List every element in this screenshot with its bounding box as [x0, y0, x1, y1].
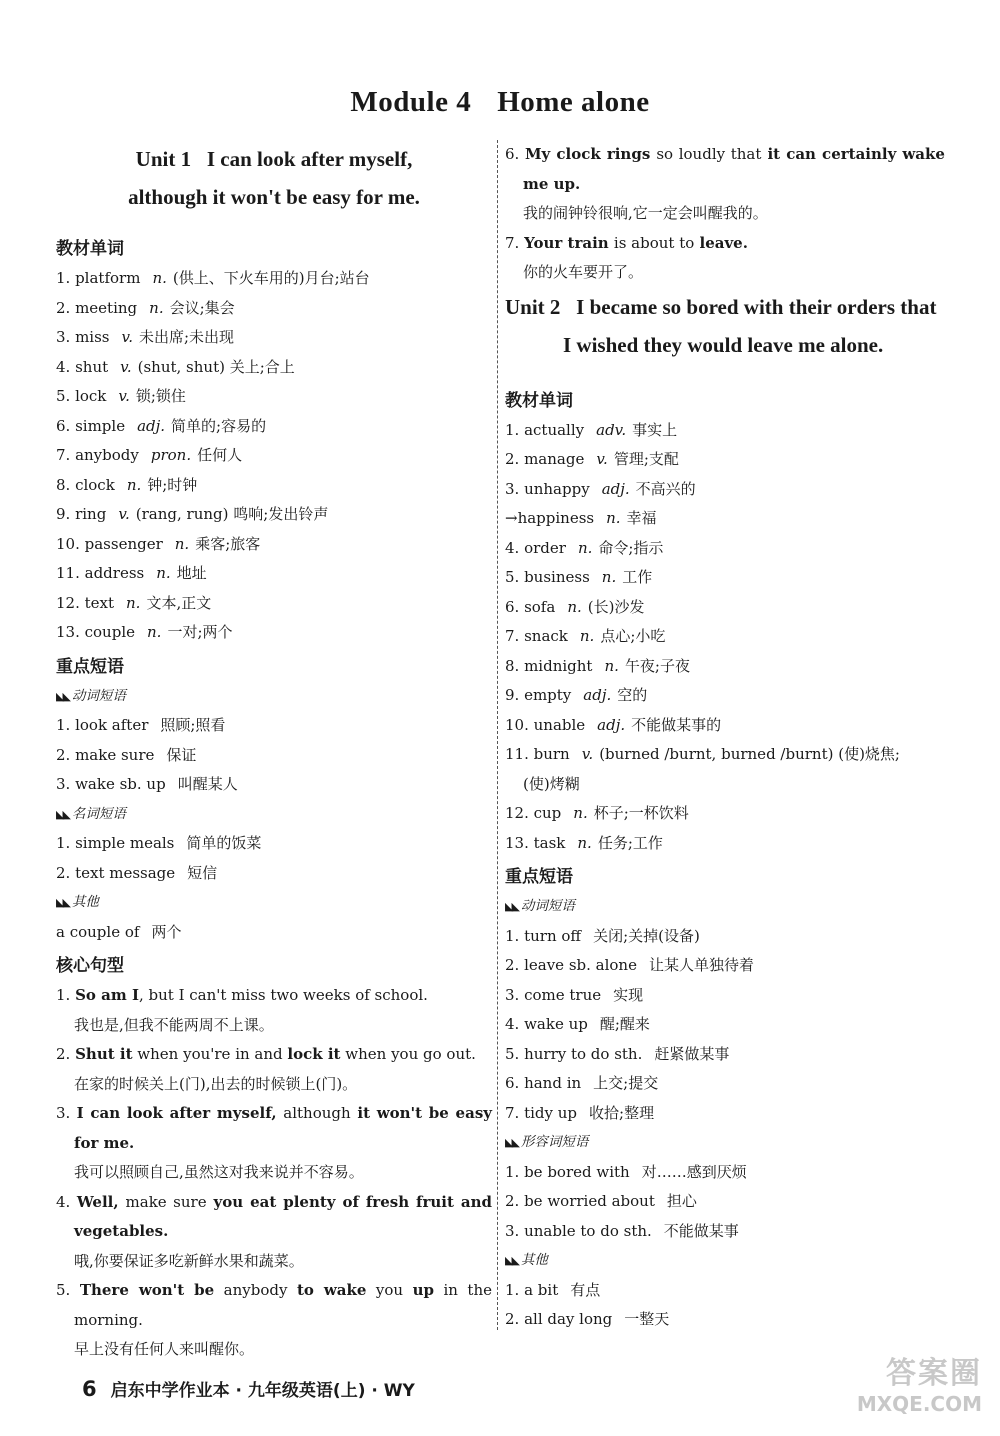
- vocab-meaning: (供上、下火车用的)月台;站台: [172, 269, 370, 287]
- phrase-cn: 一整天: [624, 1310, 670, 1328]
- phrase-cn: 醒;醒来: [599, 1015, 650, 1033]
- vocab-word: 3. unhappy: [505, 479, 590, 498]
- unit1-vocab-list: [56, 264, 492, 648]
- module-name: Home alone: [497, 86, 650, 118]
- vocab-pos: n.: [149, 298, 164, 317]
- vocab-item: [505, 652, 945, 682]
- vocab-pos: n.: [573, 804, 588, 822]
- unit2-adj-phrase-list: [505, 1158, 945, 1247]
- unit1-other-phrase-list: [56, 918, 492, 948]
- vocab-item: [505, 681, 945, 711]
- phrase-en: 1. simple meals: [56, 834, 175, 852]
- vocab-meaning: 命令;指示: [598, 538, 664, 557]
- vocab-word: 7. snack: [505, 627, 568, 645]
- phrase-item: [56, 741, 492, 771]
- vocab-meaning: 任何人: [197, 446, 243, 464]
- sentence-key: There won't be: [79, 1281, 215, 1299]
- sentence-text: make sure: [125, 1192, 207, 1211]
- vocab-item: [56, 471, 492, 501]
- sentence-en: [56, 1040, 492, 1070]
- vocab-item: [56, 441, 492, 471]
- unit2-phrases-title: 重点短语: [505, 867, 573, 887]
- phrase-en: 2. leave sb. alone: [505, 956, 637, 974]
- phrase-en: 2. make sure: [56, 745, 155, 764]
- vocab-word: 6. sofa: [505, 597, 556, 616]
- sentence-number: 5.: [56, 1281, 80, 1299]
- vocab-item: [505, 475, 945, 505]
- vocab-pos: n.: [126, 593, 141, 612]
- vocab-meaning: 午夜;子夜: [624, 656, 690, 675]
- vocab-meaning: 事实上: [632, 420, 678, 439]
- page-title: [0, 86, 1000, 119]
- vocab-pos: adv.: [596, 420, 627, 439]
- phrase-cn: 收拾;整理: [589, 1103, 655, 1122]
- sentence-key: leave.: [694, 233, 748, 252]
- vocab-pos: v.: [118, 505, 130, 523]
- vocab-meaning: 钟;时钟: [147, 475, 198, 494]
- book-title: 启东中学作业本 · 九年级英语(上) · WY: [110, 1381, 415, 1401]
- sentence-item: [505, 140, 945, 229]
- vocab-item: [505, 416, 945, 446]
- phrase-en: a couple of: [56, 922, 140, 941]
- sentence-key: Well,: [76, 1192, 126, 1211]
- phrase-cn: 上交;提交: [593, 1074, 659, 1092]
- unit2-heading-line1: Unit 2 I became so bored with their orders that: [505, 294, 937, 319]
- phrase-cn: 不能做某事: [663, 1221, 739, 1240]
- vocab-meaning: 乘客;旅客: [195, 534, 261, 553]
- vocab-item: [56, 323, 492, 353]
- vocab-item: [505, 829, 945, 859]
- phrase-en: 1. look after: [56, 716, 149, 734]
- phrase-en: 3. wake sb. up: [56, 775, 166, 793]
- phrase-cn: 有点: [570, 1280, 601, 1299]
- sentence-item: [56, 1099, 492, 1188]
- unit1-other-title: ◣◣ 其他: [56, 894, 99, 910]
- phrase-item: [56, 770, 492, 800]
- sentence-key: Shut it: [75, 1045, 133, 1063]
- sentence-cn: 我也是,但我不能两周不上课。: [74, 1015, 274, 1034]
- phrase-en: 2. text message: [56, 863, 176, 882]
- vocab-item: [505, 711, 945, 741]
- vocab-pos: v.: [596, 450, 608, 468]
- unit2-verb-phrases-title: ◣◣ 动词短语: [505, 898, 575, 914]
- sentence-en: [505, 140, 945, 199]
- vocab-pos: adj.: [597, 715, 626, 734]
- vocab-item-continued: [505, 770, 945, 800]
- phrase-cn: 让某人单独待着: [648, 956, 754, 974]
- vocab-meaning: 文本,正文: [146, 593, 212, 612]
- vocab-word: →happiness: [505, 509, 595, 527]
- vocab-pos: n.: [174, 534, 190, 553]
- unit1-noun-phrases-title: ◣◣ 名词短语: [56, 805, 126, 822]
- vocab-word: 8. midnight: [505, 656, 593, 675]
- sentence-key: it won't be easy for me.: [74, 1104, 492, 1152]
- vocab-word: 9. empty: [505, 686, 572, 704]
- unit1-verb-phrases-title: ◣◣ 动词短语: [56, 687, 126, 704]
- vocab-meaning: 不能做某事的: [631, 715, 722, 734]
- vocab-item: [505, 740, 945, 770]
- unit1-sentence-list: [56, 981, 492, 1365]
- sentence-key: lock it: [287, 1045, 341, 1063]
- vocab-word: 3. miss: [56, 328, 110, 346]
- page-footer: [82, 1376, 415, 1401]
- sentence-cn: 我可以照顾自己,虽然这对我来说并不容易。: [74, 1163, 364, 1181]
- sentence-key: My clock rings: [524, 145, 657, 163]
- sentence-en: [56, 1276, 492, 1335]
- vocab-item: [56, 294, 492, 324]
- sentence-item: [56, 1040, 492, 1099]
- sentence-text: is about to: [613, 233, 695, 252]
- phrase-cn: 关闭;关掉(设备): [593, 926, 700, 945]
- unit1-sentence-list-continued: [505, 140, 945, 288]
- phrase-item: [505, 922, 945, 952]
- unit2-vocab-list: [505, 416, 945, 859]
- phrase-item: [56, 711, 492, 741]
- phrase-cn: 两个: [151, 922, 182, 941]
- unit2-heading: [505, 288, 945, 364]
- phrase-en: 1. turn off: [505, 926, 582, 945]
- vocab-word: 13. couple: [56, 623, 135, 641]
- vocab-pos: v.: [581, 745, 594, 763]
- vocab-pos: adj.: [137, 416, 166, 435]
- watermark-cn: 答案圈: [886, 1356, 982, 1391]
- vocab-word: 9. ring: [56, 505, 107, 523]
- vocab-meaning: (使)烤糊: [523, 774, 580, 793]
- sentence-cn: 在家的时候关上(门),出去的时候锁上(门)。: [74, 1074, 358, 1093]
- vocab-pos: n.: [577, 538, 593, 557]
- vocab-word: 2. meeting: [56, 298, 138, 317]
- unit1-verb-phrase-list: [56, 711, 492, 800]
- phrase-item: [505, 1305, 945, 1335]
- vocab-pos: v.: [121, 328, 133, 346]
- sentence-key: to wake: [296, 1281, 367, 1299]
- unit2-verb-phrase-list: [505, 922, 945, 1129]
- sentence-number: 2.: [56, 1045, 76, 1063]
- vocab-word: 12. cup: [505, 804, 562, 822]
- unit1-heading-line2: although it won't be easy for me.: [128, 185, 420, 209]
- vocab-item: [505, 593, 945, 623]
- vocab-item: [505, 799, 945, 829]
- sentence-text: anybody: [214, 1281, 297, 1299]
- unit1-sentences-title: 核心句型: [56, 956, 124, 976]
- vocab-item: [505, 534, 945, 564]
- unit1-heading: [56, 140, 492, 216]
- sentence-item: [505, 229, 945, 288]
- sentence-text: , but I can't miss two weeks of school.: [138, 986, 428, 1004]
- vocab-meaning: 管理;支配: [613, 450, 679, 468]
- vocab-meaning: 简单的;容易的: [171, 416, 267, 435]
- sentence-cn: 你的火车要开了。: [523, 263, 644, 281]
- phrase-en: 7. tidy up: [505, 1103, 578, 1122]
- unit2-adj-phrases-title: ◣◣ 形容词短语: [505, 1134, 589, 1150]
- sentence-key: it can certainly wake me up.: [523, 145, 945, 193]
- phrase-en: 3. come true: [505, 985, 602, 1004]
- vocab-pos: n.: [156, 564, 171, 582]
- vocab-item: [56, 589, 492, 619]
- unit2-other-phrase-list: [505, 1276, 945, 1335]
- vocab-word: 12. text: [56, 593, 115, 612]
- sentence-en: [56, 1188, 492, 1247]
- vocab-item: [56, 618, 492, 648]
- vocab-item: [56, 530, 492, 560]
- sentence-en: [56, 1099, 492, 1158]
- sentence-number: 4.: [56, 1192, 77, 1211]
- vocab-pos: v.: [120, 357, 132, 376]
- phrase-en: 1. a bit: [505, 1280, 559, 1299]
- phrase-item: [56, 918, 492, 948]
- vocab-meaning: 锁;锁住: [135, 387, 186, 405]
- phrase-item: [505, 951, 945, 981]
- phrase-en: 2. all day long: [505, 1310, 613, 1328]
- phrase-cn: 简单的饭菜: [186, 834, 262, 852]
- phrase-cn: 对……感到厌烦: [641, 1162, 747, 1181]
- sentence-text: you: [366, 1281, 413, 1299]
- phrase-item: [505, 1158, 945, 1188]
- sentence-cn: 早上没有任何人来叫醒你。: [74, 1340, 255, 1358]
- vocab-word: 4. shut: [56, 357, 109, 376]
- phrase-en: 6. hand in: [505, 1074, 582, 1092]
- vocab-meaning: 点心;小吃: [600, 627, 666, 645]
- vocab-meaning: 地址: [176, 564, 207, 582]
- vocab-item: [505, 445, 945, 475]
- sentence-en: [505, 229, 945, 259]
- vocab-pos: v.: [118, 387, 130, 405]
- vocab-word: 4. order: [505, 538, 566, 557]
- unit1-noun-phrase-list: [56, 829, 492, 888]
- vocab-word: 2. manage: [505, 450, 585, 468]
- sentence-key: up: [412, 1281, 434, 1299]
- phrase-en: 3. unable to do sth.: [505, 1221, 652, 1240]
- unit2-vocab-title: 教材单词: [505, 390, 573, 411]
- sentence-number: 6.: [505, 145, 525, 163]
- phrase-cn: 赶紧做某事: [654, 1044, 730, 1063]
- vocab-meaning: 会议;集会: [169, 298, 235, 317]
- vocab-item: [56, 382, 492, 412]
- vocab-pos: n.: [604, 656, 619, 675]
- module-number: Module 4: [350, 86, 472, 118]
- phrase-item: [505, 1276, 945, 1306]
- vocab-meaning: 任务;工作: [597, 833, 663, 852]
- vocab-meaning: 杯子;一杯饮料: [593, 804, 689, 822]
- sentence-key: I can look after myself,: [76, 1104, 284, 1122]
- vocab-word: 1. platform: [56, 269, 141, 287]
- sentence-key: So am I: [75, 986, 139, 1004]
- watermark-logo: [792, 1348, 982, 1418]
- phrase-cn: 照顾;照看: [160, 716, 226, 734]
- phrase-en: 2. be worried about: [505, 1192, 655, 1210]
- sentence-cn: 我的闹钟铃很响,它一定会叫醒我的。: [523, 204, 768, 222]
- phrase-cn: 担心: [666, 1192, 697, 1210]
- vocab-meaning: 未出席;未出现: [138, 328, 235, 346]
- sentence-cn: 哦,你要保证多吃新鲜水果和蔬菜。: [74, 1251, 304, 1270]
- vocab-meaning: 幸福: [626, 509, 657, 527]
- sentence-item: [56, 981, 492, 1040]
- phrase-item: [505, 981, 945, 1011]
- vocab-pos: n.: [606, 509, 621, 527]
- vocab-word: 6. simple: [56, 416, 126, 435]
- unit2-other-title: ◣◣ 其他: [505, 1252, 548, 1268]
- vocab-meaning: (burned /burnt, burned /burnt) (使)烧焦;: [599, 745, 900, 763]
- sentence-text: although: [283, 1104, 351, 1122]
- phrase-cn: 保证: [166, 745, 197, 764]
- vocab-item: [56, 500, 492, 530]
- right-column: [505, 140, 945, 1335]
- phrase-item: [505, 1040, 945, 1070]
- vocab-meaning: (rang, rung) 鸣响;发出铃声: [135, 505, 329, 523]
- vocab-word: 5. lock: [56, 387, 107, 405]
- vocab-pos: n.: [147, 623, 162, 641]
- phrase-item: [505, 1010, 945, 1040]
- vocab-item: [505, 622, 945, 652]
- vocab-pos: n.: [577, 833, 592, 852]
- vocab-word: 13. task: [505, 833, 566, 852]
- phrase-en: 1. be bored with: [505, 1162, 630, 1181]
- vocab-word: 11. burn: [505, 745, 570, 763]
- phrase-en: 4. wake up: [505, 1015, 588, 1033]
- left-column: [56, 140, 492, 1365]
- sentence-text: when you go out.: [340, 1045, 476, 1063]
- page-number: 6: [82, 1377, 97, 1401]
- vocab-meaning: (shut, shut) 关上;合上: [137, 357, 295, 376]
- vocab-pos: adj.: [601, 479, 630, 498]
- sentence-en: [56, 981, 492, 1011]
- vocab-pos: n.: [126, 475, 142, 494]
- vocab-pos: adj.: [583, 686, 612, 704]
- sentence-number: 3.: [56, 1104, 77, 1122]
- unit1-phrases-title: 重点短语: [56, 656, 124, 677]
- sentence-number: 1.: [56, 986, 76, 1004]
- phrase-item: [505, 1069, 945, 1099]
- unit1-heading-line1: Unit 1 I can look after myself,: [135, 147, 413, 171]
- vocab-item: [56, 412, 492, 442]
- vocab-word: 8. clock: [56, 475, 115, 494]
- sentence-text: so loudly that: [656, 145, 762, 163]
- vocab-pos: n.: [579, 627, 595, 645]
- sentence-number: 7.: [505, 233, 525, 252]
- vocab-word: 5. business: [505, 568, 590, 586]
- vocab-item: [56, 353, 492, 383]
- sentence-item: [56, 1188, 492, 1277]
- vocab-meaning: 一对;两个: [167, 623, 233, 641]
- phrase-cn: 叫醒某人: [177, 775, 238, 793]
- sentence-key: Your train: [524, 233, 614, 252]
- vocab-pos: n.: [601, 568, 617, 586]
- vocab-item: [56, 264, 492, 294]
- phrase-item: [505, 1217, 945, 1247]
- vocab-item: [505, 563, 945, 593]
- vocab-word: 10. passenger: [56, 534, 163, 553]
- phrase-item: [505, 1187, 945, 1217]
- sentence-text: in the morning.: [74, 1281, 492, 1329]
- column-divider: [497, 140, 498, 1330]
- vocab-word: 7. anybody: [56, 446, 139, 464]
- vocab-word: 10. unable: [505, 715, 586, 734]
- unit2-heading-line2: I wished they would leave me alone.: [563, 332, 884, 357]
- vocab-word: 1. actually: [505, 420, 585, 439]
- vocab-item: [505, 504, 945, 534]
- sentence-key: you eat plenty of fresh fruit and vegetables.: [74, 1192, 492, 1240]
- vocab-meaning: (长)沙发: [587, 597, 645, 616]
- vocab-word: 11. address: [56, 564, 145, 582]
- vocab-pos: n.: [567, 597, 582, 616]
- sentence-text: when you're in and: [132, 1045, 288, 1063]
- vocab-meaning: 工作: [622, 568, 653, 586]
- phrase-cn: 实现: [613, 985, 644, 1004]
- vocab-meaning: 不高兴的: [635, 479, 696, 498]
- vocab-meaning: 空的: [617, 686, 648, 704]
- vocab-pos: pron.: [150, 446, 192, 464]
- unit1-vocab-title: 教材单词: [56, 239, 124, 259]
- phrase-en: 5. hurry to do sth.: [505, 1044, 643, 1063]
- phrase-item: [505, 1099, 945, 1129]
- watermark-en: MXQE.COM: [856, 1392, 982, 1416]
- vocab-item: [56, 559, 492, 589]
- phrase-cn: 短信: [187, 863, 218, 882]
- sentence-item: [56, 1276, 492, 1365]
- phrase-item: [56, 859, 492, 889]
- vocab-pos: n.: [152, 269, 167, 287]
- phrase-item: [56, 829, 492, 859]
